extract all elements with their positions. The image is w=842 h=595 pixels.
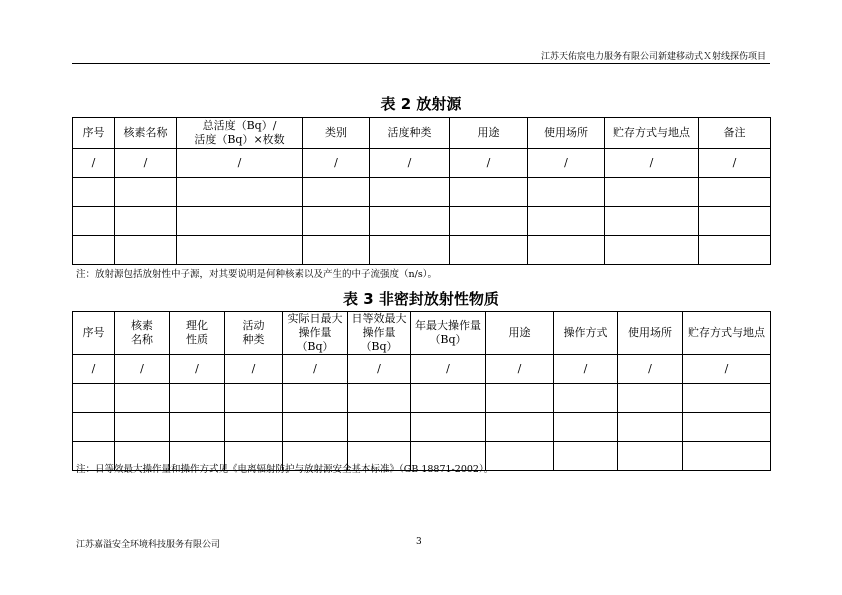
header-cell [348,312,411,355]
header-cell: 序号 [73,312,115,355]
header-line: 年最大操作量 [415,319,481,332]
header-cell: 贮存方式与地点 [605,118,699,149]
table-cell [177,207,303,236]
header-cell: 使用场所 [528,118,605,149]
table-cell [303,178,370,207]
table-cell [450,207,528,236]
table-cell [348,413,411,442]
table-row [73,355,771,384]
table-cell [73,384,115,413]
header-line: 操作量（Bq） [296,326,334,353]
header-cell: 备注 [699,118,771,149]
table-cell [303,207,370,236]
table-cell [177,236,303,265]
table-cell [177,178,303,207]
table3-title: 表 3 非密封放射性物质 [343,290,499,308]
table-cell [370,178,450,207]
table-cell [283,384,348,413]
header-line: 核素 [131,319,153,332]
header-cell: 类别 [303,118,370,149]
table-cell [554,413,618,442]
table-header-row [73,312,771,355]
table-cell [348,384,411,413]
table-cell [699,178,771,207]
header-line: 日等效最大 [351,312,407,325]
table-cell [683,384,771,413]
header-cell [170,312,225,355]
table-header-row [73,118,771,149]
table-cell [683,413,771,442]
header-cell [411,312,486,355]
footer-company: 江苏嘉溢安全环境科技服务有限公司 [76,540,221,550]
radiation-source-table [72,117,771,265]
table-cell [370,207,450,236]
header-cell: 活度种类 [370,118,450,149]
table-cell [605,236,699,265]
table-cell [450,236,528,265]
table-cell [73,178,115,207]
table-cell [450,178,528,207]
header-cell [177,118,303,149]
header-line: 名称 [131,333,153,346]
table-row [73,413,771,442]
table-cell [528,236,605,265]
header-cell: 核素名称 [115,118,177,149]
table-cell [411,384,486,413]
page-header-text: 江苏天佑宸电力服务有限公司新建移动式Ｘ射线探伤项目 [540,52,766,62]
table-cell: / [225,355,283,384]
table-cell: / [303,149,370,178]
header-line: 种类 [242,333,265,346]
table-cell [486,413,554,442]
table-cell: / [73,149,115,178]
table-cell: / [283,355,348,384]
header-cell: 操作方式 [554,312,618,355]
table-cell [115,207,177,236]
page-number: 3 [416,537,422,547]
table-cell [683,442,771,471]
table-cell: / [115,149,177,178]
table2-title: 表 2 放射源 [380,95,462,113]
table-cell [618,413,683,442]
table-row [73,178,771,207]
table-cell: / [486,355,554,384]
header-cell [115,312,170,355]
table-cell: / [699,149,771,178]
header-line: 操作量（Bq） [360,326,398,353]
table-cell: / [370,149,450,178]
header-cell: 用途 [486,312,554,355]
table-cell [170,413,225,442]
table-cell [73,413,115,442]
table-row [73,384,771,413]
header-cell: 用途 [450,118,528,149]
table-cell [115,178,177,207]
unsealed-material-table [72,311,771,471]
table-cell: / [605,149,699,178]
table-cell: / [348,355,411,384]
table-cell [411,413,486,442]
header-line: 实际日最大 [287,312,343,325]
table-cell [486,442,554,471]
table2-note: 注：放射源包括放射性中子源，对其要说明是何种核素以及产生的中子流强度（n/s）。 [76,269,437,280]
table-cell [605,207,699,236]
header-line: 活动 [242,319,265,332]
table-cell [618,442,683,471]
header-line: 性质 [186,333,208,346]
table-cell [605,178,699,207]
header-line: 理化 [186,319,208,332]
header-divider [72,63,770,64]
table-row [73,236,771,265]
table-cell: / [115,355,170,384]
table-cell: / [450,149,528,178]
table-cell [370,236,450,265]
table-cell: / [683,355,771,384]
header-cell: 贮存方式与地点 [683,312,771,355]
header-cell [283,312,348,355]
table-cell [554,442,618,471]
table-cell [225,413,283,442]
table-cell [303,236,370,265]
table-cell: / [411,355,486,384]
header-cell: 使用场所 [618,312,683,355]
header-line: （Bq） [429,333,467,346]
table-cell [618,384,683,413]
header-cell [225,312,283,355]
table-cell [73,236,115,265]
table-cell: / [554,355,618,384]
table-cell [699,236,771,265]
table-cell: / [73,355,115,384]
table-cell: / [528,149,605,178]
table-cell: / [618,355,683,384]
table-cell [170,384,225,413]
header-line: 总活度（Bq）/ [202,119,277,132]
table-cell [115,236,177,265]
table3-note: 注：日等效最大操作量和操作方式见《电离辐射防护与放射源安全基本标准》（GB 18871-2002）。 [76,464,494,475]
table-cell [554,384,618,413]
table-cell [225,384,283,413]
table-cell [528,178,605,207]
table-row [73,149,771,178]
table-cell [528,207,605,236]
table-cell: / [177,149,303,178]
table-cell [699,207,771,236]
table-cell [73,207,115,236]
table-cell [115,384,170,413]
table-row [73,207,771,236]
header-line: 活度（Bq）×枚数 [194,133,285,146]
table-cell: / [170,355,225,384]
table-cell [486,384,554,413]
table-cell [115,413,170,442]
table-cell [283,413,348,442]
header-cell: 序号 [73,118,115,149]
